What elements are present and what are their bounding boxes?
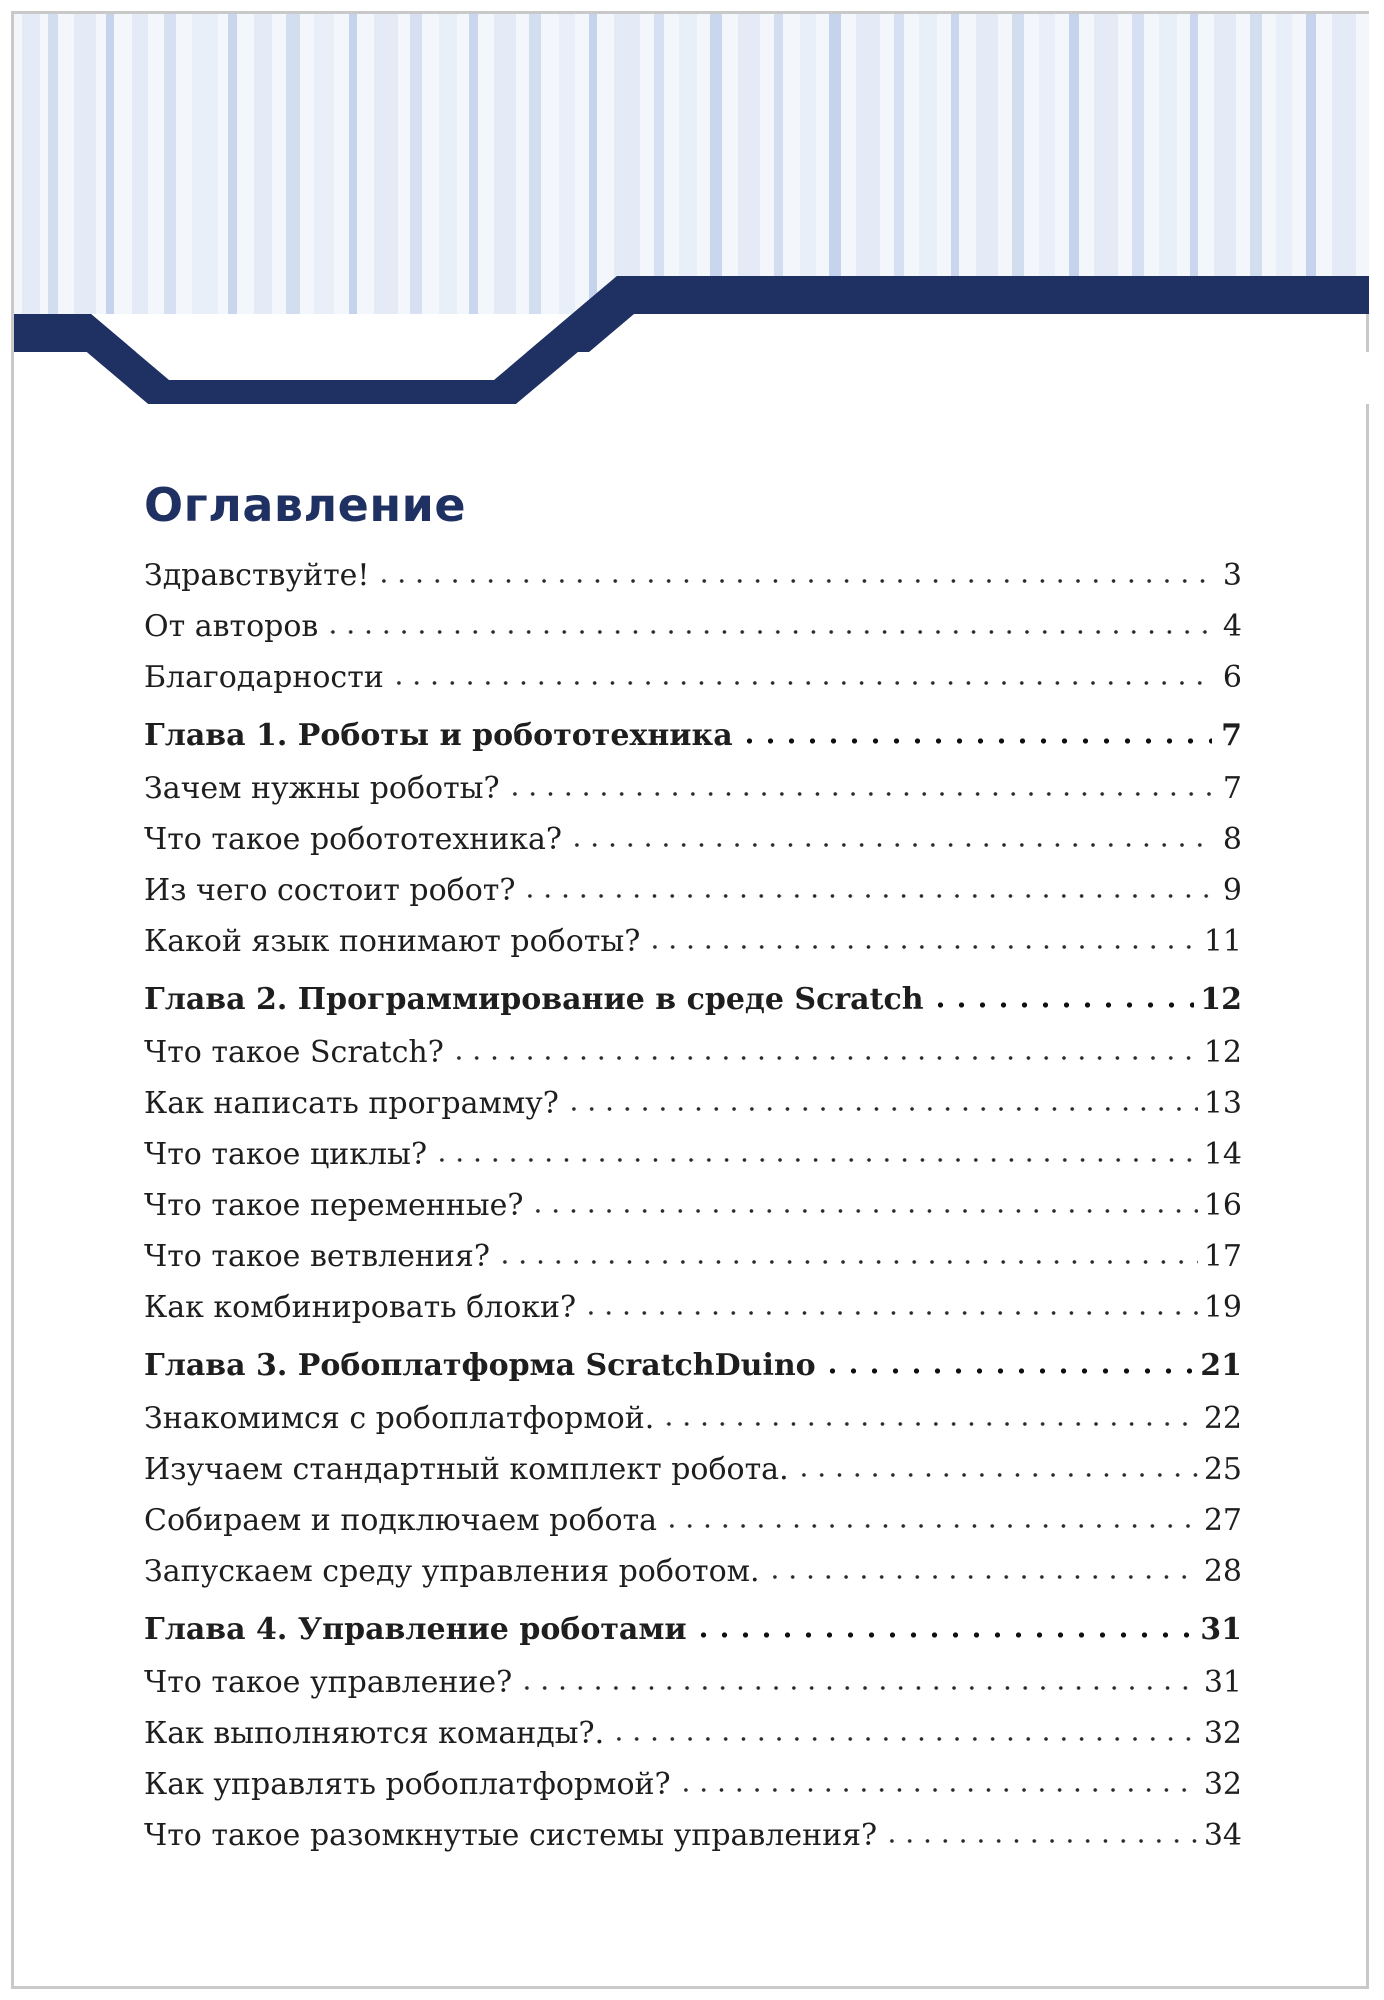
page-title: Оглавление	[144, 478, 467, 532]
toc-page-number: 6	[1222, 660, 1242, 695]
toc-entry[interactable]	[144, 768, 1242, 819]
header-stripe	[106, 14, 114, 314]
toc-chapter-entry[interactable]	[144, 1345, 1242, 1398]
header-stripe	[800, 14, 816, 314]
header-stripe	[410, 14, 422, 314]
toc-page-number: 9	[1222, 873, 1242, 908]
header-stripe	[314, 14, 334, 314]
toc-page-number: 14	[1203, 1137, 1242, 1172]
toc-entry[interactable]	[144, 1713, 1242, 1764]
toc-dot-leader	[521, 874, 1212, 904]
toc-page-number: 31	[1203, 1665, 1242, 1700]
toc-entry[interactable]	[144, 1032, 1242, 1083]
header-stripe	[976, 14, 998, 314]
toc-entry[interactable]	[144, 1500, 1242, 1551]
toc-page-number: 34	[1203, 1818, 1242, 1853]
toc-entry-label: Как комбинировать блоки?	[144, 1290, 582, 1325]
toc-dot-leader	[693, 1613, 1195, 1643]
toc-dot-leader	[660, 1402, 1198, 1432]
toc-entry-label: Из чего состоит робот?	[144, 873, 521, 908]
toc-page-number: 12	[1200, 982, 1242, 1017]
header-stripe	[529, 14, 541, 314]
toc-dot-leader	[766, 1555, 1198, 1585]
toc-page-number: 7	[1221, 718, 1242, 753]
toc-dot-leader	[450, 1036, 1198, 1066]
toc-entry[interactable]	[144, 870, 1242, 921]
toc-entry[interactable]	[144, 606, 1242, 657]
header-stripe	[74, 14, 96, 314]
toc-entry[interactable]	[144, 1185, 1242, 1236]
toc-dot-leader	[582, 1291, 1198, 1321]
toc-dot-leader	[496, 1240, 1198, 1270]
header-stripe	[1132, 14, 1144, 314]
toc-entry[interactable]	[144, 1398, 1242, 1449]
toc-entry[interactable]	[144, 1815, 1242, 1866]
toc-dot-leader	[610, 1717, 1198, 1747]
header-stripe	[738, 14, 760, 314]
toc-page-number: 32	[1203, 1716, 1242, 1751]
toc-page-number: 32	[1203, 1767, 1242, 1802]
header-stripe	[1159, 14, 1177, 314]
toc-page-number: 11	[1203, 924, 1242, 959]
toc-entry-label: Глава 2. Программирование в среде Scratch	[144, 982, 930, 1017]
header-stripe	[48, 14, 58, 314]
toc-entry[interactable]	[144, 1449, 1242, 1500]
toc-entry-label: Какой язык понимают роботы?	[144, 924, 646, 959]
header-stripe	[228, 14, 237, 314]
toc-page-number: 17	[1203, 1239, 1242, 1274]
header-stripe	[1332, 14, 1356, 314]
toc-chapter-entry[interactable]	[144, 979, 1242, 1032]
header-stripe	[22, 14, 40, 314]
toc-entry-label: От авторов	[144, 609, 324, 644]
toc-page-number: 3	[1222, 558, 1242, 593]
header-stripe	[894, 14, 904, 314]
toc-page-number: 19	[1203, 1290, 1242, 1325]
toc-entry[interactable]	[144, 657, 1242, 708]
toc-dot-leader	[677, 1768, 1198, 1798]
toc-entry-label: Глава 1. Роботы и робототехника	[144, 718, 739, 753]
toc-entry-label: Что такое ветвления?	[144, 1239, 496, 1274]
toc-page-number: 27	[1203, 1503, 1242, 1538]
toc-entry-label: Что такое переменные?	[144, 1188, 529, 1223]
header-stripe	[374, 14, 398, 314]
toc-dot-leader	[324, 610, 1212, 640]
header-stripe	[286, 14, 300, 314]
toc-dot-leader	[375, 559, 1212, 589]
toc-dot-leader	[433, 1138, 1198, 1168]
header-stripe	[919, 14, 937, 314]
toc-entry-label: Знакомимся с робоплатформой.	[144, 1401, 660, 1436]
header-stripe	[1276, 14, 1292, 314]
toc-entry-label: Глава 4. Управление роботами	[144, 1612, 693, 1647]
toc-entry-label: Что такое Scratch?	[144, 1035, 450, 1070]
toc-entry-label: Как управлять робоплатформой?	[144, 1767, 677, 1802]
header-decoration	[14, 14, 1369, 404]
toc-entry[interactable]	[144, 555, 1242, 606]
toc-entry-label: Собираем и подключаем робота	[144, 1503, 663, 1538]
toc-dot-leader	[568, 823, 1212, 853]
header-stripe	[469, 14, 478, 314]
header-stripe	[1069, 14, 1079, 314]
header-stripe	[439, 14, 457, 314]
toc-dot-leader	[822, 1349, 1195, 1379]
toc-dot-leader	[739, 719, 1212, 749]
header-stripe	[559, 14, 575, 314]
toc-entry[interactable]	[144, 819, 1242, 870]
toc-entry[interactable]	[144, 1551, 1242, 1602]
toc-dot-leader	[529, 1189, 1197, 1219]
header-stripe	[774, 14, 783, 314]
header-stripe	[132, 14, 148, 314]
toc-entry[interactable]	[144, 1662, 1242, 1713]
header-stripe	[1190, 14, 1198, 314]
header-stripe	[710, 14, 722, 314]
toc-page-number: 7	[1222, 771, 1242, 806]
toc-chapter-entry[interactable]	[144, 715, 1242, 768]
toc-entry-label: Что такое робототехника?	[144, 822, 568, 857]
toc-page-number: 12	[1203, 1035, 1242, 1070]
toc-entry[interactable]	[144, 1764, 1242, 1815]
toc-page-number: 8	[1222, 822, 1242, 857]
toc-dot-leader	[518, 1666, 1198, 1696]
toc-entry-label: Здравствуйте!	[144, 558, 375, 593]
toc-entry-label: Запускаем среду управления роботом.	[144, 1554, 766, 1589]
header-stripe	[1214, 14, 1236, 314]
toc-dot-leader	[390, 661, 1212, 691]
toc-chapter-entry[interactable]	[144, 1609, 1242, 1662]
toc-dot-leader	[646, 925, 1197, 955]
header-stripe	[951, 14, 959, 314]
header-stripe	[654, 14, 664, 314]
toc-entry-label: Глава 3. Робоплатформа ScratchDuino	[144, 1348, 822, 1383]
header-stripe	[829, 14, 841, 314]
header-stripe	[254, 14, 272, 314]
toc-entry-label: Что такое управление?	[144, 1665, 518, 1700]
header-stripe	[856, 14, 880, 314]
toc-page-number: 22	[1203, 1401, 1242, 1436]
toc-entry-label: Как написать программу?	[144, 1086, 565, 1121]
toc-page-number: 31	[1200, 1612, 1242, 1647]
toc-page-number: 28	[1203, 1554, 1242, 1589]
toc-page-number: 21	[1200, 1348, 1242, 1383]
toc-dot-leader	[663, 1504, 1198, 1534]
header-stripe	[494, 14, 516, 314]
toc-entry[interactable]	[144, 921, 1242, 972]
header-stripe	[1012, 14, 1024, 314]
header-stripe	[192, 14, 218, 314]
toc-dot-leader	[930, 983, 1195, 1013]
toc-dot-leader	[883, 1819, 1198, 1849]
toc-entry[interactable]	[144, 1236, 1242, 1287]
header-stripe	[349, 14, 357, 314]
toc-entry-label: Изучаем стандартный комплект робота.	[144, 1452, 795, 1487]
toc-dot-leader	[506, 772, 1212, 802]
header-stripe	[1306, 14, 1316, 314]
toc-page-number: 16	[1203, 1188, 1242, 1223]
header-stripe	[164, 14, 176, 314]
header-stripe	[679, 14, 697, 314]
header-stripe	[589, 14, 597, 314]
header-stripe	[614, 14, 640, 314]
header-stripe	[1094, 14, 1118, 314]
table-of-contents	[144, 555, 1242, 1866]
toc-page-number: 13	[1203, 1086, 1242, 1121]
header-stripe	[1039, 14, 1055, 314]
toc-entry[interactable]	[144, 1287, 1242, 1338]
toc-entry[interactable]	[144, 1134, 1242, 1185]
toc-entry-label: Что такое разомкнутые системы управления?	[144, 1818, 883, 1853]
toc-entry[interactable]	[144, 1083, 1242, 1134]
toc-dot-leader	[565, 1087, 1198, 1117]
toc-dot-leader	[795, 1453, 1198, 1483]
toc-entry-label: Как выполняются команды?.	[144, 1716, 610, 1751]
toc-page-number: 25	[1203, 1452, 1242, 1487]
header-stripe	[1250, 14, 1262, 314]
toc-page-number: 4	[1222, 609, 1242, 644]
toc-entry-label: Что такое циклы?	[144, 1137, 433, 1172]
toc-entry-label: Благодарности	[144, 660, 390, 695]
toc-entry-label: Зачем нужны роботы?	[144, 771, 506, 806]
